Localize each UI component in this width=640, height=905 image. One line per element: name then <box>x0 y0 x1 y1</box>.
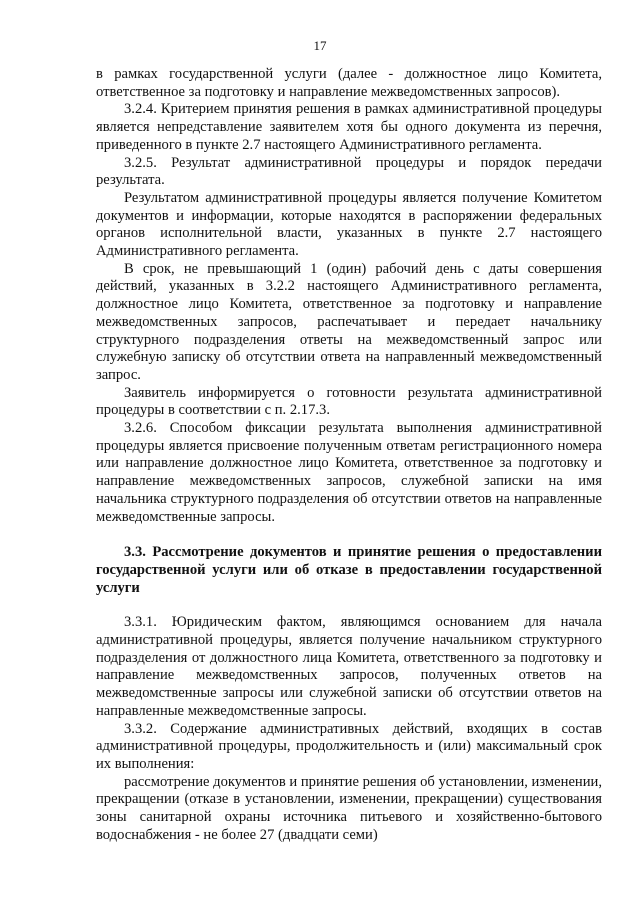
paragraph: Заявитель информируется о готовности результата административной процедуры в соответствии с п. 2.17.3. <box>96 384 602 419</box>
paragraph: 3.3.2. Содержание административных действий, входящих в состав административной процедуры, продолжительность и (или) максимальный срок их выполнения: <box>96 720 602 772</box>
paragraph: 3.3.1. Юридическим фактом, являющимся основанием для начала административной процедуры, является получение начальником структурного подразделения от должностного лица Комитета, ответственного за подготовку и направление межведомственных запросов, полученных ответов на межведомственные запросы или служебной записки об отсутствии ответов на направленные межведомственные запросы. <box>96 614 602 719</box>
document-body <box>96 66 602 844</box>
paragraph: В срок, не превышающий 1 (один) рабочий день с даты совершения действий, указанных в 3.2.2 настоящего Административного регламента, должностное лицо Комитета, ответственное за подготовку и направление межведомственных запросов, распечатывает и передает начальнику структурного подразделения ответы на межведомственный запрос или служебную записку об отсутствии ответа на направленный межведомственный запрос. <box>96 260 602 383</box>
paragraph: в рамках государственной услуги (далее - должностное лицо Комитета, ответственное за подготовку и направление межведомственных запросов). <box>96 66 602 100</box>
page-number: 17 <box>313 38 327 53</box>
paragraph: 3.2.4. Критерием принятия решения в рамках административной процедуры является непредставление заявителем хотя бы одного документа из перечня, приведенного в пункте 2.7 настоящего Административного регламента. <box>96 101 602 153</box>
paragraph: Результатом административной процедуры является получение Комитетом документов и информации, которые находятся в распоряжении федеральных органов исполнительной власти, указанных в пункте 2.7 настоящего Административного регламента. <box>96 189 602 260</box>
section-heading: 3.3. Рассмотрение документов и принятие решения о предоставлении государственной услуги или об отказе в предоставлении государственной услуги <box>96 544 602 597</box>
paragraph: рассмотрение документов и принятие решения об установлении, изменении, прекращении (отказе в установлении, изменении, прекращении) существования зоны санитарной охраны источника питьевого и хозяйственно-бытового водоснабжения - не более 27 (двадцати семи) <box>96 773 602 843</box>
paragraph: 3.2.5. Результат административной процедуры и порядок передачи результата. <box>96 154 602 189</box>
paragraph: 3.2.6. Способом фиксации результата выполнения административной процедуры является присвоение полученным ответам регистрационного номера или направление должностное лицо Комитета, ответственное за подготовку и направление межведомственных запросов, служебной записки на имя начальника структурного подразделения об отсутствии ответов на направленные межведомственные запросы. <box>96 420 602 525</box>
